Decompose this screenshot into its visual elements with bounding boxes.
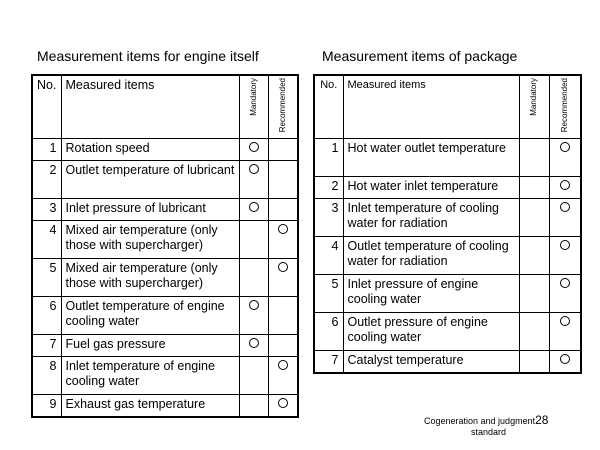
row-number: 1 — [314, 139, 343, 177]
table-row — [32, 161, 298, 199]
recommended-cell — [268, 161, 298, 199]
recommended-cell — [549, 313, 581, 351]
measured-item: Catalyst temperature — [343, 351, 519, 373]
row-number: 7 — [314, 351, 343, 373]
row-number: 6 — [32, 297, 61, 335]
mandatory-circle-mark — [249, 164, 259, 174]
row-number: 7 — [32, 335, 61, 357]
mandatory-cell — [519, 275, 549, 313]
recommended-cell — [268, 395, 298, 417]
row-number: 3 — [314, 199, 343, 237]
measured-item: Inlet pressure of engine cooling water — [343, 275, 519, 313]
recommended-circle-mark — [278, 360, 288, 370]
recommended-cell — [549, 275, 581, 313]
measured-item: Hot water inlet temperature — [343, 177, 519, 199]
table-row — [314, 199, 581, 237]
mandatory-cell — [239, 395, 268, 417]
table-row — [314, 237, 581, 275]
mandatory-circle-mark — [249, 142, 259, 152]
header-recommended: Recommended — [268, 75, 298, 139]
table-header-row — [32, 75, 298, 139]
measured-item: Outlet temperature of engine cooling water — [61, 297, 239, 335]
page-number: 28 — [535, 413, 549, 427]
measured-item: Rotation speed — [61, 139, 239, 161]
mandatory-cell — [519, 177, 549, 199]
mandatory-cell — [239, 357, 268, 395]
table-row — [32, 297, 298, 335]
recommended-circle-mark — [278, 398, 288, 408]
mandatory-cell — [519, 139, 549, 177]
mandatory-cell — [519, 199, 549, 237]
recommended-cell — [268, 357, 298, 395]
recommended-cell — [268, 259, 298, 297]
row-number: 4 — [314, 237, 343, 275]
engine-measurement-table — [31, 74, 299, 418]
engine-table-title: Measurement items for engine itself — [37, 48, 259, 64]
footer-caption-line2: standard — [471, 427, 507, 437]
recommended-circle-mark — [560, 142, 570, 152]
mandatory-circle-mark — [249, 338, 259, 348]
recommended-cell — [549, 199, 581, 237]
measured-item: Inlet pressure of lubricant — [61, 199, 239, 221]
recommended-cell — [549, 139, 581, 177]
measured-item: Mixed air temperature (only those with supercharger) — [61, 221, 239, 259]
row-number: 8 — [32, 357, 61, 395]
footer-caption: Cogeneration and judgment — [424, 416, 536, 426]
header-no: No. — [32, 75, 61, 139]
table-header-row — [314, 75, 581, 139]
mandatory-cell — [519, 237, 549, 275]
header-measured-items: Measured items — [343, 75, 519, 139]
recommended-circle-mark — [278, 224, 288, 234]
mandatory-circle-mark — [249, 300, 259, 310]
table-row — [314, 351, 581, 373]
mandatory-circle-mark — [249, 202, 259, 212]
recommended-circle-mark — [278, 262, 288, 272]
package-table-title: Measurement items of package — [322, 48, 518, 64]
recommended-circle-mark — [560, 316, 570, 326]
measured-item: Outlet temperature of lubricant — [61, 161, 239, 199]
row-number: 5 — [314, 275, 343, 313]
row-number: 2 — [314, 177, 343, 199]
measured-item: Fuel gas pressure — [61, 335, 239, 357]
header-mandatory: Mandatory — [239, 75, 268, 139]
recommended-cell — [268, 335, 298, 357]
table-row — [314, 313, 581, 351]
measured-item: Inlet temperature of engine cooling water — [61, 357, 239, 395]
row-number: 1 — [32, 139, 61, 161]
recommended-cell — [549, 351, 581, 373]
package-measurement-table — [313, 74, 582, 374]
mandatory-cell — [239, 161, 268, 199]
table-row — [32, 199, 298, 221]
measured-item: Mixed air temperature (only those with supercharger) — [61, 259, 239, 297]
recommended-circle-mark — [560, 278, 570, 288]
table-row — [314, 177, 581, 199]
measured-item: Hot water outlet temperature — [343, 139, 519, 177]
recommended-cell — [549, 237, 581, 275]
recommended-cell — [268, 199, 298, 221]
header-recommended: Recommended — [549, 75, 581, 139]
row-number: 6 — [314, 313, 343, 351]
recommended-circle-mark — [560, 202, 570, 212]
table-row — [314, 139, 581, 177]
row-number: 9 — [32, 395, 61, 417]
table-row — [314, 275, 581, 313]
row-number: 2 — [32, 161, 61, 199]
header-mandatory: Mandatory — [519, 75, 549, 139]
mandatory-cell — [239, 139, 268, 161]
mandatory-cell — [239, 199, 268, 221]
recommended-cell — [268, 139, 298, 161]
recommended-cell — [268, 221, 298, 259]
measured-item: Outlet pressure of engine cooling water — [343, 313, 519, 351]
row-number: 3 — [32, 199, 61, 221]
table-row — [32, 221, 298, 259]
recommended-circle-mark — [560, 240, 570, 250]
table-row — [32, 139, 298, 161]
measured-item: Inlet temperature of cooling water for radiation — [343, 199, 519, 237]
mandatory-cell — [239, 335, 268, 357]
measured-item: Outlet temperature of cooling water for radiation — [343, 237, 519, 275]
header-no: No. — [314, 75, 343, 139]
mandatory-cell — [239, 297, 268, 335]
mandatory-cell — [239, 259, 268, 297]
mandatory-cell — [519, 351, 549, 373]
header-measured-items: Measured items — [61, 75, 239, 139]
recommended-cell — [549, 177, 581, 199]
recommended-circle-mark — [560, 180, 570, 190]
recommended-circle-mark — [560, 354, 570, 364]
recommended-cell — [268, 297, 298, 335]
mandatory-cell — [239, 221, 268, 259]
row-number: 4 — [32, 221, 61, 259]
slide-footer — [424, 415, 548, 438]
table-row — [32, 357, 298, 395]
table-row — [32, 335, 298, 357]
table-row — [32, 259, 298, 297]
mandatory-cell — [519, 313, 549, 351]
measured-item: Exhaust gas temperature — [61, 395, 239, 417]
row-number: 5 — [32, 259, 61, 297]
table-row — [32, 395, 298, 417]
